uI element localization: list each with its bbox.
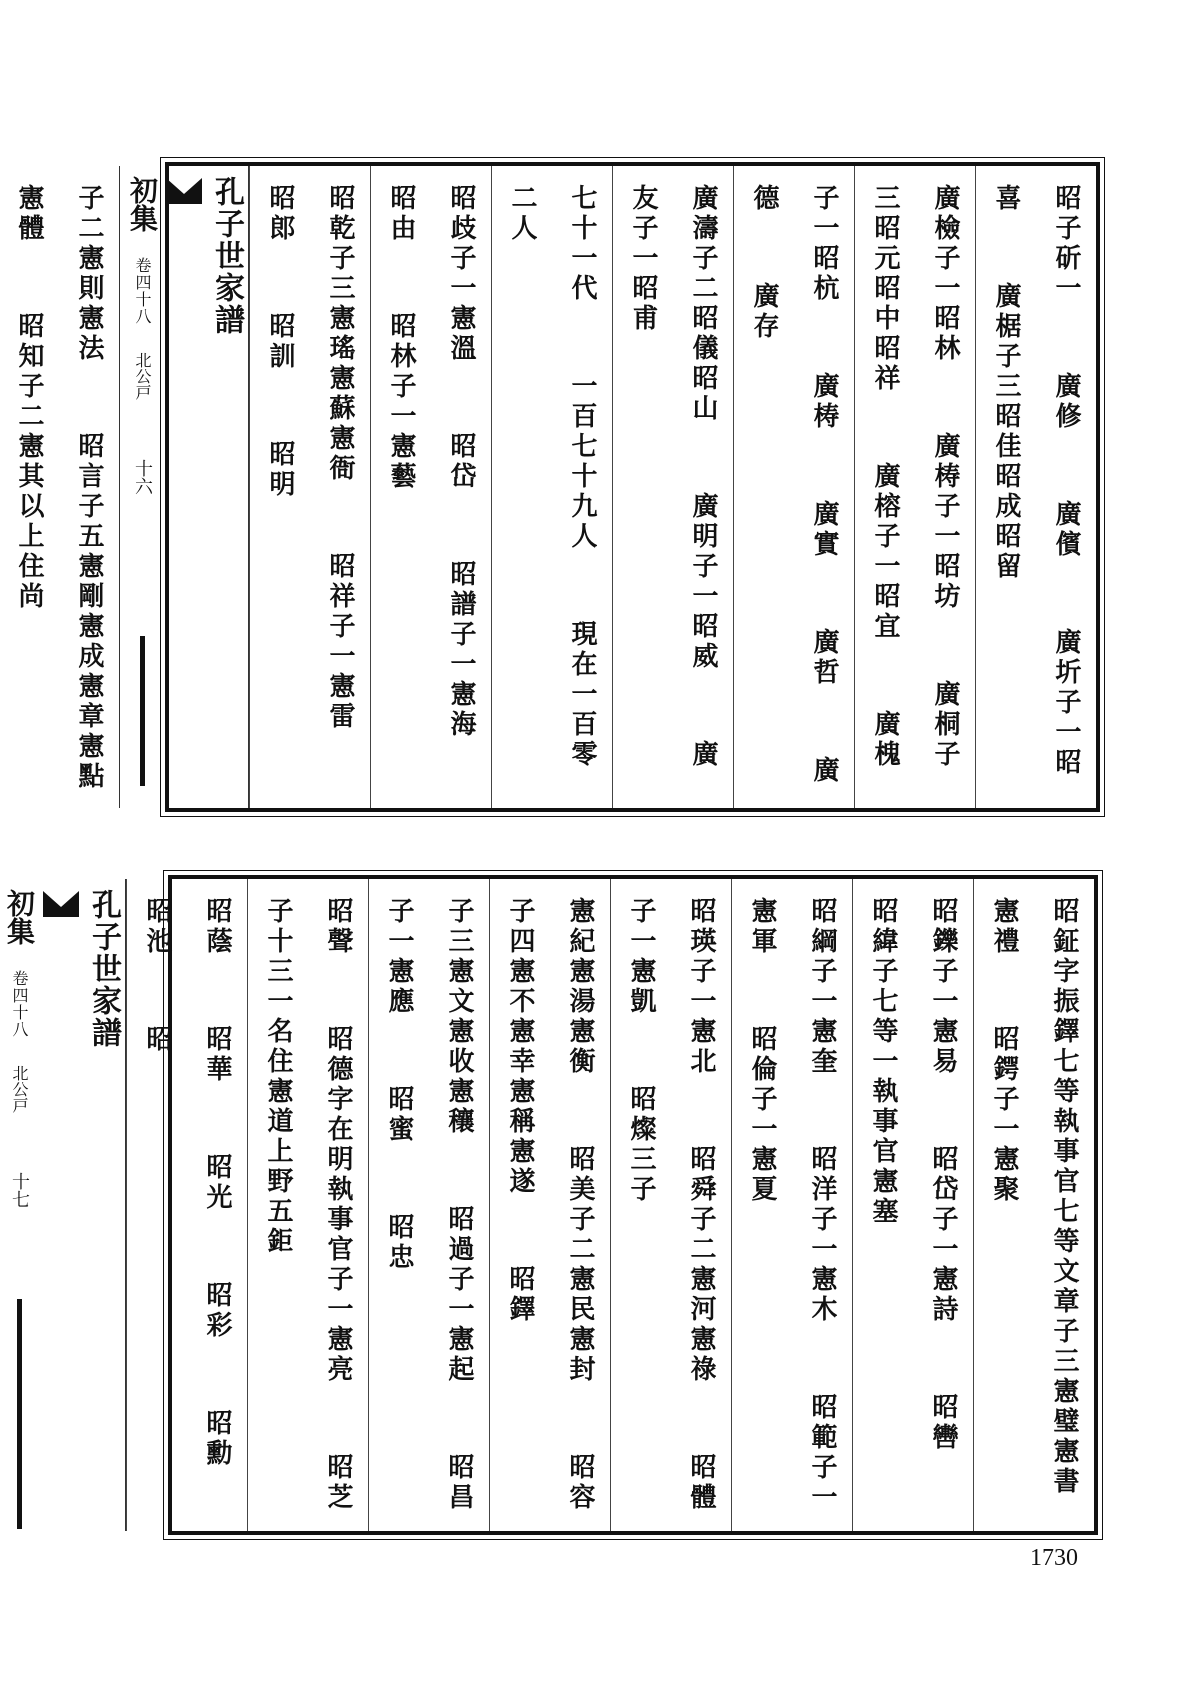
volume-label: 卷四十八	[133, 257, 152, 325]
text-column: 子二憲則憲法 昭言子五憲剛憲成憲章憲點憲體 昭知子二憲其以上住尚	[0, 166, 119, 808]
edition-label: 初集	[126, 176, 159, 232]
text-column: 昭聲 昭德字在明執事官子一憲亮 昭芝子十三一名住憲道上野五鉅	[247, 879, 368, 1531]
fish-tail-icon	[164, 176, 204, 206]
top-genealogy-page	[14, 162, 1100, 812]
folio-number: 十六	[132, 459, 153, 495]
text-column: 昭子斫一 廣修 廣儐 廣圻子一昭喜 廣椐子三昭佳昭成昭留	[975, 166, 1096, 808]
text-column: 昭歧子一憲溫 昭岱 昭譜子一憲海 昭由 昭林子一憲藝	[370, 166, 491, 808]
volume-label: 卷四十八	[10, 970, 29, 1038]
text-column: 昭瑛子一憲北 昭舜子二憲河憲祿 昭體子一憲凱 昭燦三子	[610, 879, 731, 1531]
press-label: 北公戸	[133, 352, 152, 400]
bottom-genealogy-page	[3, 875, 1098, 1537]
text-column: 昭蔭 昭華 昭光 昭彩 昭勳 昭池 昭	[126, 879, 247, 1531]
text-column: 昭綱子一憲奎 昭洋子一憲木 昭範子一憲軍 昭倫子一憲夏	[731, 879, 852, 1531]
text-column: 昭乾子三憲瑤憲蘇憲衙 昭祥子一憲雷 昭郎 昭訓 昭明	[249, 166, 370, 808]
text-column: 昭鉦字振鐸七等執事官七等文章子三憲璧憲書憲禮 昭鍔子一憲聚	[973, 879, 1094, 1531]
fish-tail-icon	[41, 889, 81, 919]
divider-rule	[140, 636, 145, 786]
text-column: 子一昭杭 廣梼 廣實 廣哲 廣德 廣存	[733, 166, 854, 808]
text-column: 昭鑠子一憲易 昭岱子一憲詩 昭轡 昭緯子七等一執事官憲塞	[852, 879, 973, 1531]
text-column: 七十一代 一百七十九人 現在一百零二人	[491, 166, 612, 808]
text-column: 廣檢子一昭林 廣梼子一昭坊 廣桐子三昭元昭中昭祥 廣榕子一昭宜 廣槐	[854, 166, 975, 808]
center-header-column	[119, 166, 249, 808]
folio-number: 十七	[9, 1172, 30, 1208]
book-title: 孔子世家譜	[209, 176, 244, 336]
book-title: 孔子世家譜	[86, 889, 121, 1049]
divider-rule	[17, 1299, 22, 1529]
text-column: 廣濤子二昭儀昭山 廣明子一昭威 廣友子一昭甫	[612, 166, 733, 808]
page-number: 1730	[1030, 1545, 1078, 1571]
center-header-column	[0, 879, 126, 1531]
text-column: 憲紀憲湯憲衡 昭美子二憲民憲封 昭容子四憲不憲幸憲稱憲遂 昭鐸	[489, 879, 610, 1531]
text-column: 子三憲文憲收憲穰 昭過子一憲起 昭昌子一憲應 昭蜜 昭忠	[368, 879, 489, 1531]
press-label: 北公戸	[10, 1065, 29, 1113]
edition-label: 初集	[3, 889, 36, 945]
